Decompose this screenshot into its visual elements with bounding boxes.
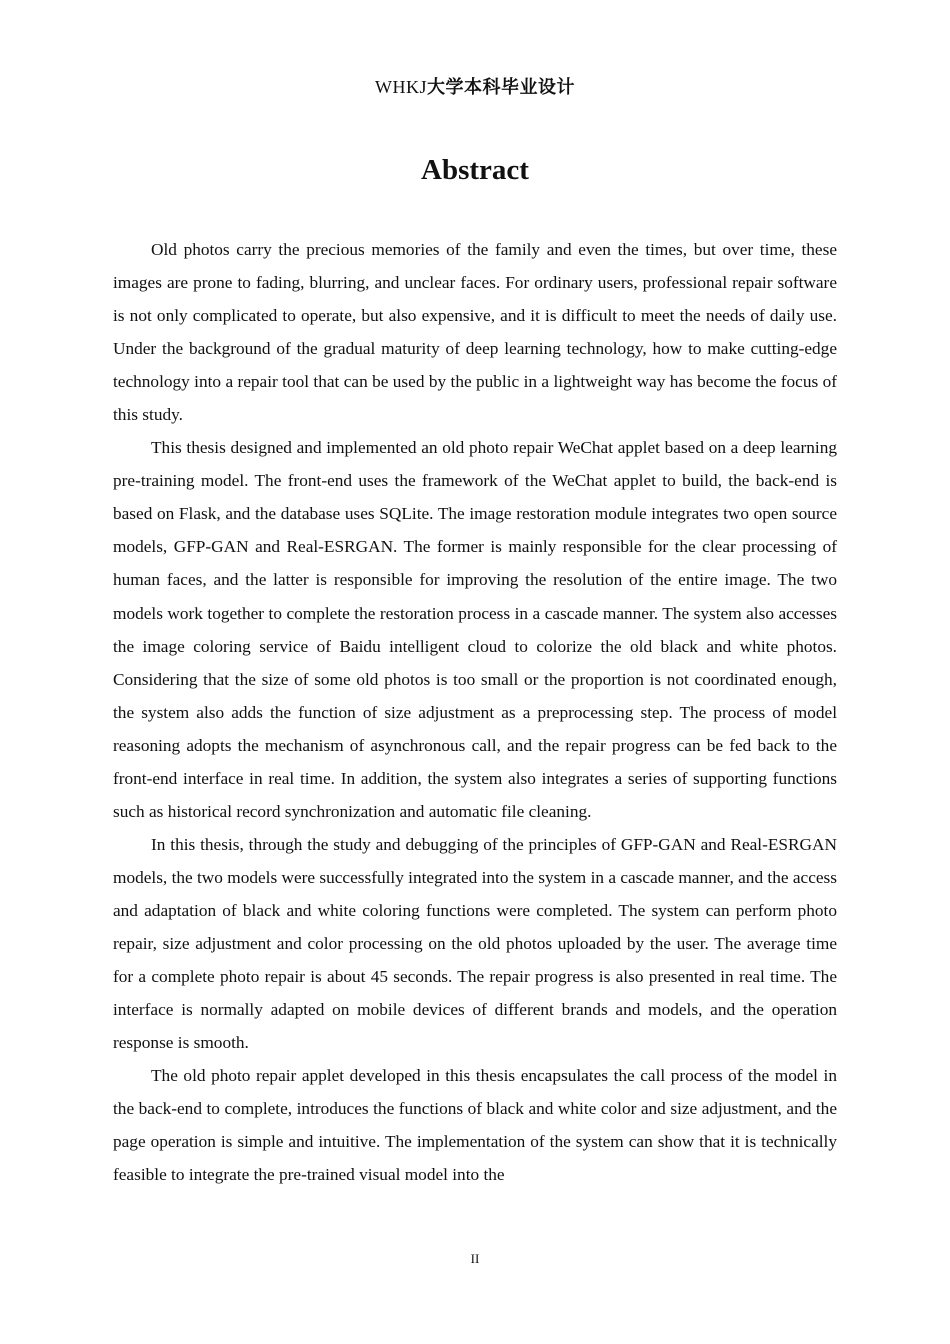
header-code: WHKJ bbox=[375, 77, 427, 97]
abstract-paragraph-3: In this thesis, through the study and debugging of the principles of GFP-GAN and Real-ESRGAN models, the two models were successfully integrated into the system in a cascade manner, and the access and adaptation of black and white coloring functions were completed. The system can perform photo repair, size adjustment and color processing on the old photos uploaded by the user. The average time for a complete photo repair is about 45 seconds. The repair progress is also presented in real time. The interface is normally adapted on mobile devices of different brands and models, and the operation response is smooth. bbox=[113, 834, 837, 1053]
running-header bbox=[0, 74, 950, 101]
abstract-body bbox=[113, 233, 837, 1191]
page-number: II bbox=[470, 1251, 480, 1266]
abstract-paragraph-1: Old photos carry the precious memories of the family and even the times, but over time, these images are prone to fading, blurring, and unclear faces. For ordinary users, professional repair software is not only complicated to operate, but also expensive, and it is difficult to meet the needs of daily use. Under the background of the gradual maturity of deep learning technology, how to make cutting-edge technology into a repair tool that can be used by the public in a lightweight way has become the focus of this study. bbox=[113, 240, 837, 425]
abstract-title: Abstract bbox=[421, 154, 529, 186]
header-title-cn: 大学本科毕业设计 bbox=[427, 77, 575, 98]
abstract-paragraph-2: This thesis designed and implemented an old photo repair WeChat applet based on a deep learning pre-training model. The front-end uses the framework of the WeChat applet to build, the back-end is based on Flask, and the database uses SQLite. The image restoration module integrates two open source models, GFP-GAN and Real-ESRGAN. The former is mainly responsible for the clear processing of human faces, and the latter is responsible for improving the resolution of the entire image. The two models work together to complete the restoration process in a cascade manner. The system also accesses the image coloring service of Baidu intelligent cloud to colorize the old black and white photos. Considering that the size of some old photos is too small or the proportion is not coordinated enough, the system also adds the function of size adjustment as a preprocessing step. The process of model reasoning adopts the mechanism of asynchronous call, and the repair progress can be fed back to the front-end interface in real time. In addition, the system also integrates a series of supporting functions such as historical record synchronization and automatic file cleaning. bbox=[113, 438, 837, 821]
abstract-paragraph-4: The old photo repair applet developed in this thesis encapsulates the call process of the model in the back-end to complete, introduces the functions of black and white color and size adjustment, and the page operation is simple and intuitive. The implementation of the system can show that it is technically feasible to integrate the pre-trained visual model into the bbox=[113, 1066, 837, 1185]
